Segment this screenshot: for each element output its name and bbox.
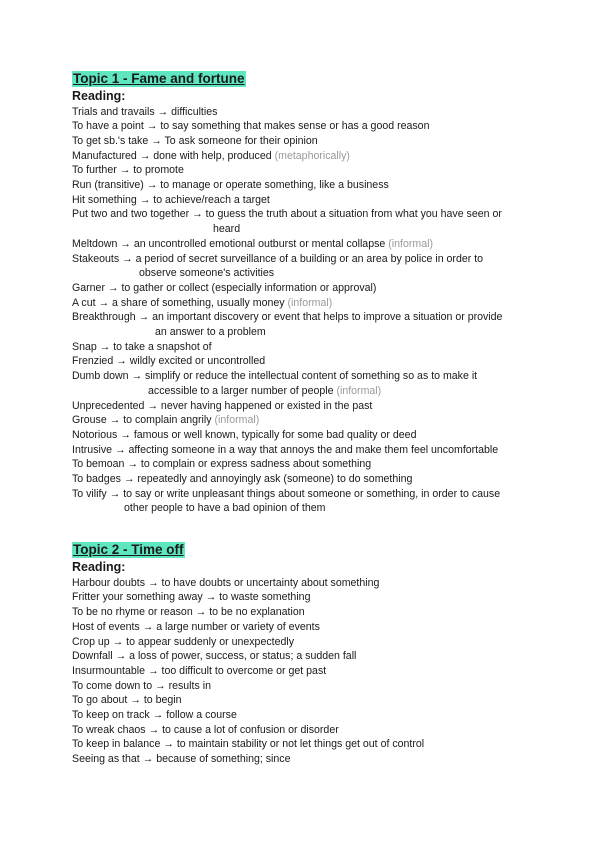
- vocab-entry-text: Fritter your something away → to waste something: [72, 591, 311, 604]
- vocab-entry: [72, 590, 532, 605]
- vocab-entry-continuation-text: accessible to a larger number of people: [148, 384, 337, 397]
- vocab-entry-continuation-text: heard: [213, 223, 241, 236]
- vocab-entry: [72, 605, 532, 620]
- vocab-entry-text: To keep on track → follow a course: [72, 709, 237, 722]
- vocab-entry-text: Hit something → to achieve/reach a target: [72, 193, 270, 206]
- vocab-entry-text: To get sb.'s take → To ask someone for their opinion: [72, 134, 318, 147]
- vocab-entry-text: To keep in balance → to maintain stability or not let things get out of control: [72, 738, 425, 751]
- vocab-entry: [72, 693, 532, 708]
- vocab-entry: [72, 354, 532, 369]
- vocab-entry-text: Run (transitive) → to manage or operate something, like a business: [72, 179, 389, 192]
- vocab-entry-text: Host of events → a large number or variety of events: [72, 620, 320, 633]
- vocab-entry-text: Harbour doubts → to have doubts or uncertainty about something: [72, 576, 380, 589]
- vocab-entry-text: Crop up → to appear suddenly or unexpectedly: [72, 635, 295, 648]
- vocab-entry-text: Meltdown → an uncontrolled emotional outburst or mental collapse: [72, 237, 389, 250]
- vocab-entry-text: Grouse → to complain angrily: [72, 414, 215, 427]
- vocab-entry-text: To vilify → to say or write unpleasant things about someone or something, in order to cause: [72, 487, 501, 500]
- vocab-entry: [72, 620, 532, 635]
- vocab-entry-text: Stakeouts → a period of secret surveillance of a building or an area by police in order to: [72, 252, 484, 265]
- vocab-entry-text: To go about → to begin: [72, 694, 182, 707]
- register-note: (informal): [287, 296, 333, 309]
- vocab-entry-text: To bemoan → to complain or express sadness about something: [72, 458, 372, 471]
- vocab-entry-text: To come down to → results in: [72, 679, 211, 692]
- vocab-entry: [72, 679, 532, 694]
- topic-1-title: Topic 1 - Fame and fortune: [73, 71, 245, 86]
- vocab-entry-text: To badges → repeatedly and annoyingly ask (someone) to do something: [72, 473, 413, 486]
- vocab-entry-continuation: [72, 501, 532, 516]
- vocab-entry-text: To wreak chaos → to cause a lot of confusion or disorder: [72, 723, 339, 736]
- vocab-entry: [72, 281, 532, 296]
- vocab-entry-continuation: [72, 266, 532, 281]
- vocab-entry-text: Garner → to gather or collect (especially information or approval): [72, 281, 377, 294]
- vocab-entry-text: To be no rhyme or reason → to be no explanation: [72, 606, 305, 619]
- vocab-entry: [72, 443, 532, 458]
- vocab-entry-text: A cut → a share of something, usually money: [72, 296, 288, 309]
- vocab-entry-continuation-text: other people to have a bad opinion of them: [124, 502, 326, 515]
- vocab-entry-text: Trials and travails → difficulties: [72, 105, 218, 118]
- vocab-entry-continuation: [72, 222, 532, 237]
- vocab-entry: [72, 576, 532, 591]
- topic-1-reading-heading: Reading:: [72, 89, 126, 103]
- vocab-entry: [72, 664, 532, 679]
- vocab-entry-text: Insurmountable → too difficult to overcome or get past: [72, 664, 327, 677]
- register-note: (informal): [388, 237, 433, 250]
- vocab-entry: [72, 149, 532, 164]
- vocab-entry: [72, 207, 532, 222]
- vocab-entry: [72, 487, 532, 502]
- vocab-entry-text: Breakthrough → an important discovery or event that helps to improve a situation or provide: [72, 311, 503, 324]
- vocab-entry: [72, 296, 532, 311]
- vocab-entry: [72, 252, 532, 267]
- vocab-entry-text: Downfall → a loss of power, success, or status; a sudden fall: [72, 650, 357, 663]
- vocab-entry: [72, 237, 532, 252]
- register-note: (metaphorically): [274, 149, 350, 162]
- vocab-entry-continuation: [72, 384, 532, 399]
- vocab-entry: [72, 399, 532, 414]
- topic-2-section: [72, 541, 532, 767]
- vocab-entry: [72, 649, 532, 664]
- vocab-entry: [72, 723, 532, 738]
- topic-1-section: [72, 70, 532, 516]
- vocab-entry-text: Seeing as that → because of something; since: [72, 753, 291, 766]
- vocab-entry-continuation-text: an answer to a problem: [155, 326, 266, 339]
- vocab-entry: [72, 457, 532, 472]
- vocab-entry-continuation: [72, 325, 532, 340]
- vocab-entry: [72, 635, 532, 650]
- vocab-entry-text: To have a point → to say something that makes sense or has a good reason: [72, 120, 430, 133]
- vocab-entry: [72, 413, 532, 428]
- vocab-entry-text: Put two and two together → to guess the truth about a situation from what you have seen or: [72, 208, 502, 221]
- vocab-entry-text: Notorious → famous or well known, typically for some bad quality or deed: [72, 428, 417, 441]
- vocab-entry: [72, 708, 532, 723]
- vocab-entry-text: Unprecedented → never having happened or existed in the past: [72, 399, 373, 412]
- vocab-entry-text: Manufactured → done with help, produced: [72, 149, 275, 162]
- vocab-entry: [72, 119, 532, 134]
- vocab-entry-text: Snap → to take a snapshot of: [72, 340, 212, 353]
- vocab-entry-text: Dumb down → simplify or reduce the intellectual content of something so as to make it: [72, 370, 478, 383]
- topic-2-title: Topic 2 - Time off: [73, 542, 184, 558]
- topic-2-vocab-list: [72, 576, 532, 767]
- vocab-entry-text: To further → to promote: [72, 164, 184, 177]
- vocab-entry: [72, 134, 532, 149]
- vocab-entry: [72, 105, 532, 120]
- vocab-entry: [72, 737, 532, 752]
- vocab-entry: [72, 340, 532, 355]
- vocab-entry-text: Intrusive → affecting someone in a way that annoys the and make them feel uncomfortable: [72, 443, 499, 456]
- vocab-entry: [72, 428, 532, 443]
- register-note: (informal): [214, 414, 260, 427]
- topic-1-vocab-list: [72, 105, 532, 517]
- vocab-entry: [72, 193, 532, 208]
- vocab-entry: [72, 369, 532, 384]
- vocab-entry: [72, 163, 532, 178]
- vocab-entry: [72, 472, 532, 487]
- vocab-entry: [72, 178, 532, 193]
- register-note: (informal): [336, 384, 382, 397]
- topic-2-reading-heading: Reading:: [72, 560, 126, 575]
- vocab-entry: [72, 310, 532, 325]
- vocab-entry: [72, 752, 532, 767]
- vocab-entry-continuation-text: observe someone's activities: [139, 267, 275, 280]
- vocab-entry-text: Frenzied → wildly excited or uncontrolled: [72, 355, 266, 368]
- document-page: [72, 70, 532, 767]
